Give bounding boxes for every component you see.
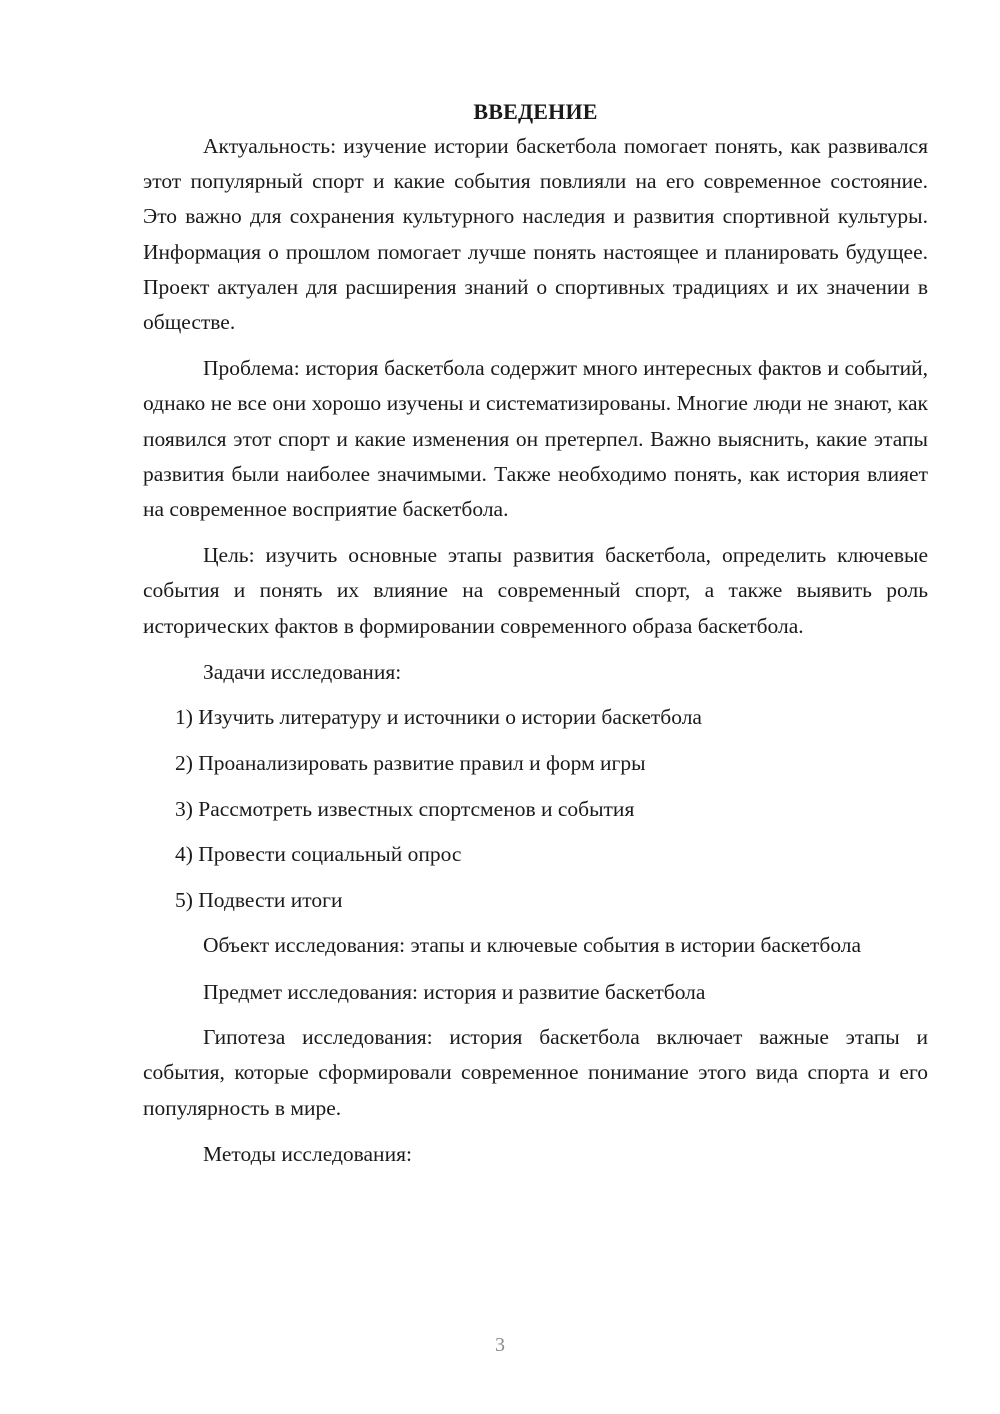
list-item: 2) Проанализировать развитие правил и форм игры xyxy=(175,751,646,776)
list-item: 3) Рассмотреть известных спортсменов и события xyxy=(175,796,635,821)
page-number: 3 xyxy=(495,1334,505,1356)
section-heading: ВВЕДЕНИЕ xyxy=(473,99,598,124)
hypothesis-paragraph: Гипотеза исследования: история баскетбола включает важные этапы и события, которые сформировали современное понимание этого вида спорта и его популярность в мире. xyxy=(143,1025,928,1120)
list-item: 5) Подвести итоги xyxy=(175,887,343,912)
tasks-list xyxy=(143,700,928,918)
list-item: 4) Провести социальный опрос xyxy=(175,842,462,867)
methods-title: Методы исследования: xyxy=(203,1141,412,1166)
document-page xyxy=(143,94,928,1182)
problem-paragraph: Проблема: история баскетбола содержит много интересных фактов и событий, однако не все они хорошо изучены и систематизированы. Многие люди не знают, как появился этот спорт и какие изменения он претерпел. Важно выяснить, какие этапы развития были наиболее значимыми. Также необходимо понять, как история влияет на современное восприятие баскетбола. xyxy=(143,356,928,522)
subject-paragraph: Предмет исследования: история и развитие баскетбола xyxy=(203,979,706,1004)
goal-paragraph: Цель: изучить основные этапы развития баскетбола, определить ключевые события и понять их влияние на современный спорт, а также выявить роль исторических фактов в формировании современного образа баскетбола. xyxy=(143,543,928,638)
object-paragraph: Объект исследования: этапы и ключевые события в истории баскетбола xyxy=(203,933,862,958)
list-item: 1) Изучить литературу и источники о истории баскетбола xyxy=(175,705,702,730)
tasks-title: Задачи исследования: xyxy=(203,659,402,684)
relevance-paragraph: Актуальность: изучение истории баскетбола помогает понять, как развивался этот популярный спорт и какие события повлияли на его современное состояние. Это важно для сохранения культурного наследия и развития спортивной культуры. Информация о прошлом помогает лучше понять настоящее и планировать будущее. Проект актуален для расширения знаний о спортивных традициях и их значении в обществе. xyxy=(143,134,928,335)
